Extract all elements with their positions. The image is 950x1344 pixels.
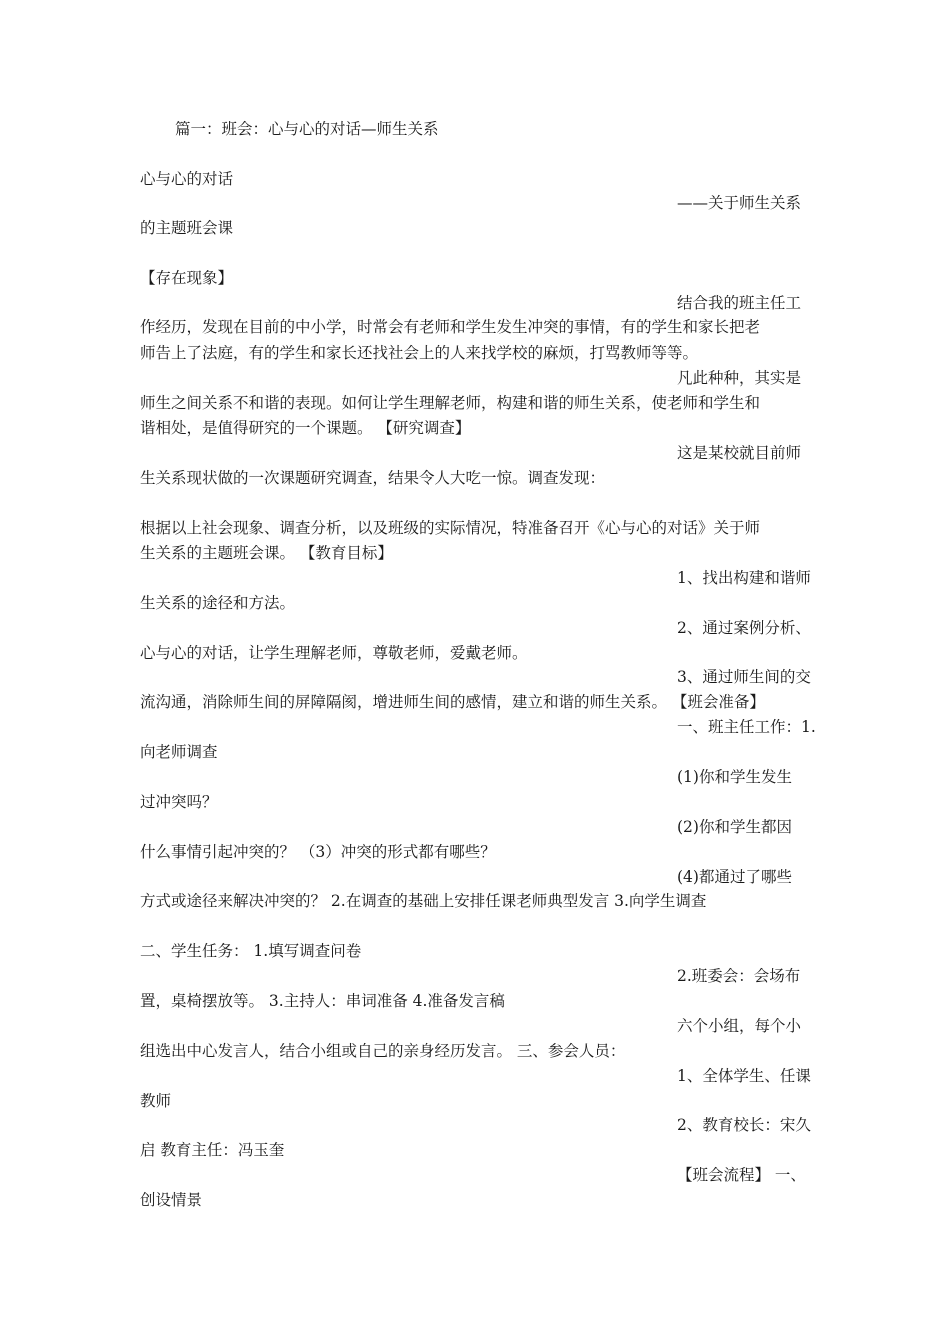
text-line: 这是某校就目前师: [677, 444, 802, 462]
text-line: 启 教育主任：冯玉奎: [140, 1141, 285, 1159]
text-line: 组选出中心发言人，结合小组或自己的亲身经历发言。 三、参会人员：: [140, 1042, 626, 1060]
text-line: 二、学生任务： 1.填写调查问卷: [140, 942, 362, 960]
text-line: 生关系的途径和方法。: [140, 594, 296, 612]
text-line: 什么事情引起冲突的？ （3）冲突的形式都有哪些？: [140, 843, 496, 861]
text-line: ——关于师生关系: [677, 194, 802, 212]
text-line: (1)你和学生发生: [677, 768, 792, 786]
text-line: 1、全体学生、任课: [677, 1067, 811, 1085]
text-line: 2、通过案例分析、: [677, 619, 811, 637]
text-line: 1、找出构建和谐师: [677, 569, 811, 587]
text-line: 创设情景: [140, 1191, 203, 1209]
text-line: 结合我的班主任工: [677, 294, 802, 312]
text-line: 心与心的对话: [140, 170, 234, 188]
text-line: 2、教育校长：宋久: [677, 1116, 811, 1134]
text-line: 流沟通，消除师生间的屏障隔阂，增进师生间的感情，建立和谐的师生关系。 【班会准备】: [140, 693, 765, 711]
text-line: 谐相处，是值得研究的一个课题。 【研究调查】: [140, 419, 471, 437]
text-line: 根据以上社会现象、调查分析，以及班级的实际情况，特准备召开《心与心的对话》关于师: [140, 519, 761, 537]
text-line: 一、班主任工作：1.: [677, 718, 816, 736]
text-line: 师生之间关系不和谐的表现。如何让学生理解老师，构建和谐的师生关系，使老师和学生和: [140, 394, 761, 412]
text-line: 的主题班会课: [140, 219, 234, 237]
section-heading: 【存在现象】: [140, 269, 234, 287]
text-line: 【班会流程】 一、: [677, 1166, 806, 1184]
text-line: 置，桌椅摆放等。 3.主持人：串词准备 4.准备发言稿: [140, 992, 505, 1010]
text-line: 向老师调查: [140, 743, 218, 761]
text-line: 生关系现状做的一次课题研究调查，结果令人大吃一惊。调查发现：: [140, 469, 606, 487]
text-line: 作经历，发现在目前的中小学，时常会有老师和学生发生冲突的事情，有的学生和家长把老: [140, 318, 761, 336]
text-line: 师告上了法庭，有的学生和家长还找社会上的人来找学校的麻烦，打骂教师等等。: [140, 344, 699, 362]
document-title: 篇一：班会：心与心的对话—师生关系: [175, 120, 439, 138]
text-line: 教师: [140, 1092, 172, 1110]
text-line: 2.班委会：会场布: [677, 967, 801, 985]
text-line: 六个小组，每个小: [677, 1017, 802, 1035]
text-line: 心与心的对话，让学生理解老师，尊敬老师，爱戴老师。: [140, 644, 528, 662]
text-line: 3、通过师生间的交: [677, 668, 811, 686]
text-line: 方式或途径来解决冲突的？ 2.在调查的基础上安排任课老师典型发言 3.向学生调查: [140, 892, 707, 910]
text-line: 凡此种种，其实是: [677, 369, 802, 387]
text-line: 过冲突吗？: [140, 793, 218, 811]
text-line: 生关系的主题班会课。 【教育目标】: [140, 544, 393, 562]
text-line: (4)都通过了哪些: [677, 868, 792, 886]
text-line: (2)你和学生都因: [677, 818, 792, 836]
